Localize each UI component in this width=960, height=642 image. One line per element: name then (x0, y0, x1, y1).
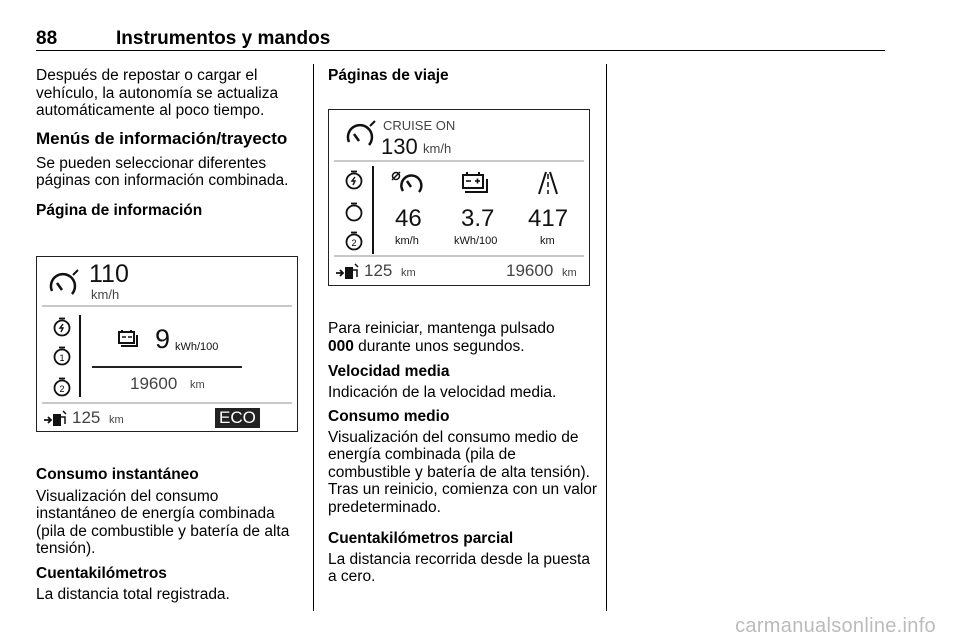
trip-distance-unit: km (540, 235, 555, 247)
panel-divider-bottom (334, 255, 584, 257)
average-consumption-heading: Consumo medio (328, 408, 450, 425)
range-value: 125 (364, 261, 393, 280)
column-divider-2 (606, 64, 607, 611)
speedometer-icon (47, 269, 81, 303)
trip-distance-value: 417 (528, 205, 569, 232)
svg-text:1: 1 (59, 353, 65, 363)
trip-reset-icon (344, 170, 364, 190)
panel-divider-top (334, 160, 584, 162)
average-consumption-text: Visualización del consumo medio de energía combinada (pila de combustible y batería de alta tensión). Tras un reinicio, comienza con un valor predeterminado. (328, 428, 598, 516)
panel-vertical-divider (372, 166, 374, 254)
average-speed-heading: Velocidad media (328, 363, 450, 380)
reset-text-1: Para reiniciar, mantenga pulsado (328, 320, 555, 337)
header-divider (36, 50, 885, 51)
average-consumption-unit: kWh/100 (454, 235, 498, 247)
reset-text-2: durante unos segundos. (353, 337, 525, 355)
page-title: Instrumentos y mandos (116, 28, 331, 49)
left-column-bottom (36, 466, 301, 613)
page-number: 88 (36, 28, 58, 49)
average-speed-unit: km/h (395, 235, 419, 247)
trip-odometer-heading: Cuentakilómetros parcial (328, 530, 514, 547)
trip-page-display (328, 109, 590, 286)
battery-fuel-icon (461, 170, 491, 196)
trip-2-icon (344, 231, 364, 251)
range-unit: km (401, 267, 416, 279)
instant-consumption-text: Visualización del consumo instantáneo de energía combinada (pila de combustible y batería de alta tensión). (36, 487, 290, 557)
trip-odometer-text: La distancia recorrida desde la puesta a cero. (328, 550, 590, 585)
trip-1-icon (52, 346, 72, 366)
speedometer-icon (344, 120, 378, 154)
odometer-unit: km (562, 267, 577, 279)
section-heading: Menús de información/trayecto (36, 128, 288, 148)
trip-distance-icon (535, 170, 561, 196)
range-fuel-icon (335, 263, 361, 281)
odometer-unit: km (190, 379, 205, 391)
battery-fuel-icon (117, 327, 139, 349)
instant-consumption-unit: kWh/100 (175, 341, 219, 353)
average-speed-icon (391, 170, 425, 196)
middle-column-bottom (328, 320, 598, 595)
section-text: Se pueden seleccionar diferentes páginas con información combinada. (36, 154, 289, 189)
instant-consumption-heading: Consumo instantáneo (36, 466, 199, 483)
trip-2-icon (52, 377, 72, 397)
range-value: 125 (72, 408, 101, 427)
trip-1-icon (344, 202, 364, 222)
speed-value: 110 (89, 260, 129, 288)
odometer-value: 19600 (506, 261, 554, 280)
reset-code: 000 (328, 337, 354, 355)
average-speed-value: 46 (395, 205, 422, 232)
left-column (36, 67, 301, 219)
odometer-text: La distancia total registrada. (36, 586, 230, 603)
odometer-heading: Cuentakilómetros (36, 564, 167, 582)
range-fuel-icon (43, 410, 69, 428)
svg-text:2: 2 (351, 238, 357, 248)
panel-divider-mid (92, 366, 242, 368)
column-divider-1 (313, 64, 314, 611)
odometer-value: 19600 (130, 374, 178, 393)
cruise-status: CRUISE ON (383, 118, 456, 133)
average-speed-text: Indicación de la velocidad media. (328, 383, 557, 401)
speed-value: 130 (381, 134, 418, 159)
instant-consumption-value: 9 (155, 324, 171, 354)
info-page-display (36, 256, 298, 432)
speed-unit: km/h (91, 287, 120, 302)
intro-text: Después de repostar o cargar el vehículo, la autonomía se actualiza automáticamente al poco tiempo. (36, 67, 279, 119)
range-unit: km (109, 414, 124, 426)
panel-vertical-divider (79, 315, 81, 397)
trip-pages-heading: Páginas de viaje (328, 67, 449, 84)
eco-mode-badge: ECO (215, 408, 260, 428)
info-page-heading: Página de información (36, 201, 203, 219)
speed-unit: km/h (423, 141, 452, 156)
reset-instruction (328, 320, 598, 355)
average-consumption-value: 3.7 (461, 205, 495, 232)
watermark: carmanualsonline.info (735, 615, 936, 637)
panel-divider-top (42, 305, 292, 307)
svg-text:2: 2 (59, 384, 65, 394)
panel-divider-bottom (42, 402, 292, 404)
trip-reset-icon (52, 317, 72, 337)
